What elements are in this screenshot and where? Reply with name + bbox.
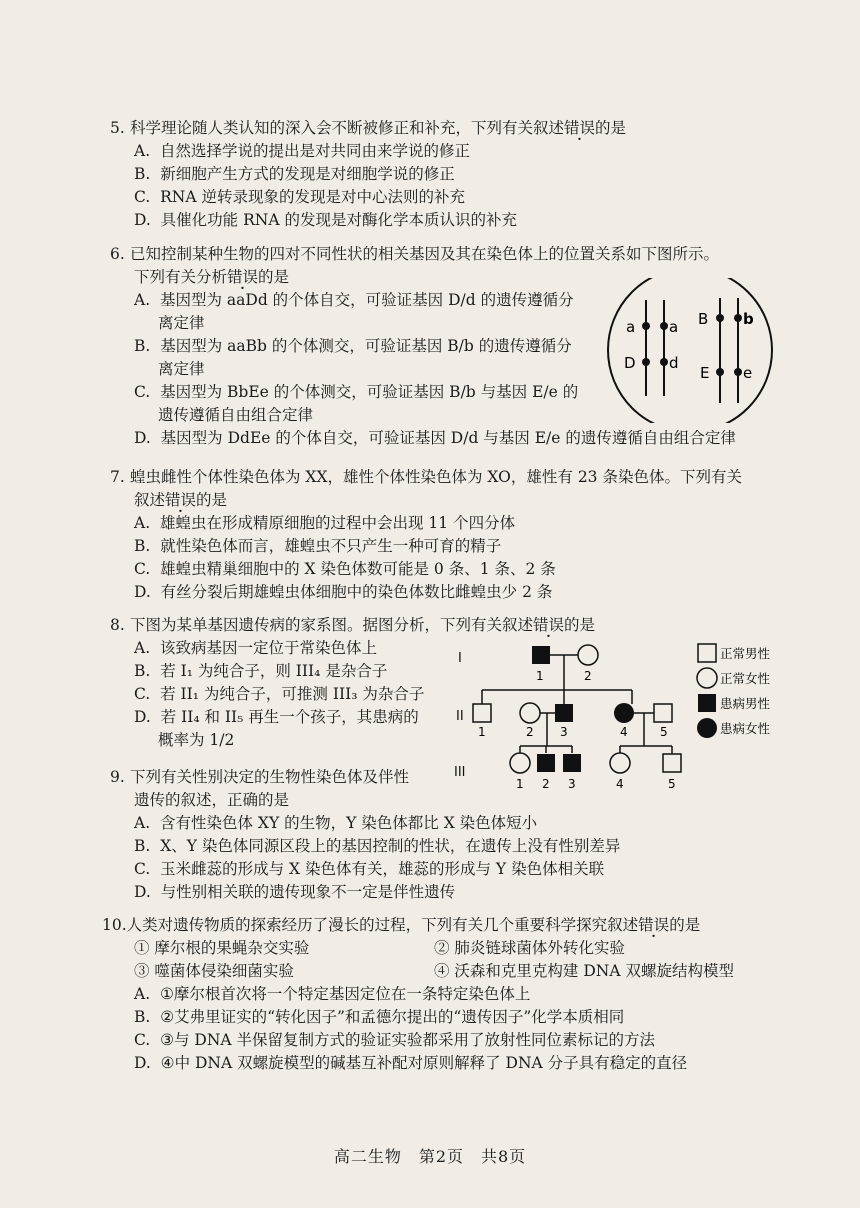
emphasis: 错误 xyxy=(227,268,259,286)
option-8a: A. 该致病基因一定位于常染色体上 xyxy=(134,639,377,657)
gene-label: d xyxy=(669,354,679,372)
option-5c: C. RNA 逆转录现象的发现是对中心法则的补充 xyxy=(134,188,465,206)
page-footer: 高二生物 第2页 共8页 xyxy=(333,1147,527,1166)
question-8: 8. 下图为某单基因遗传病的家系图。据图分析，下列有关叙述错误的是 A. 该致病基因一定位于常染色体上 B. 若 I₁ 为纯合子，则 III₄ 是杂合子 C. 若 II₁ 为纯合子，可推测 III₃ 为杂合子 D. 若 II₄ 和 II₅ 再生一个孩子，其患病的 概率为 1/2 xyxy=(110,614,450,752)
question-6: 6. 已知控制某种生物的四对不同性状的相关基因及其在染色体上的位置关系如下图所示。 下列有关分析错误的是 A. 基因型为 aaDd 的个体自交，可验证基因 D/d 的遗传遵循分 离定律 B. 基因型为 aaBb 的个体测交，可验证基因 B/b 的遗传遵循分 离定律 C. 基因型为 BbEe 的个体测交，可验证基因 B/b 与基因 E/e 的 遗传遵循自由组合定律 D. 基因型为 DdEe 的个体自交，可验证基因 D/d 与基因 E/e 的遗传遵循自由组合定律 xyxy=(110,243,780,450)
option-9a: A. 含有性染色体 XY 的生物，Y 染色体都比 X 染色体短小 xyxy=(134,814,538,832)
generation-label: III xyxy=(454,765,466,780)
gene-label: a xyxy=(669,318,679,336)
emphasis: 错误 xyxy=(165,491,197,509)
normal-female xyxy=(520,703,540,723)
option-9c: C. 玉米雌蕊的形成与 X 染色体有关，雄蕊的形成与 Y 染色体相关联 xyxy=(134,860,605,878)
option-10b: B. ②艾弗里证实的“转化因子”和孟德尔提出的“遗传因子”化学本质相同 xyxy=(134,1008,625,1026)
legend-label: 正常男性 xyxy=(720,646,771,661)
svg-text:5: 5 xyxy=(660,725,668,739)
svg-text:4: 4 xyxy=(620,725,628,739)
generation-label: II xyxy=(456,709,464,724)
option-5d: D. 具催化功能 RNA 的发现是对酶化学本质认识的补充 xyxy=(134,211,517,229)
option-6d: D. 基因型为 DdEe 的个体自交，可验证基因 D/d 与基因 E/e 的遗传遵循自由组合定律 xyxy=(134,429,736,447)
gene-label: b xyxy=(743,310,754,328)
legend-label: 患病女性 xyxy=(720,721,771,736)
svg-text:2: 2 xyxy=(542,777,550,791)
svg-text:1: 1 xyxy=(536,669,544,683)
option-8d: D. 若 II₄ 和 II₅ 再生一个孩子，其患病的 概率为 1/2 xyxy=(134,708,419,749)
option-6c: C. 基因型为 BbEe 的个体测交，可验证基因 B/b 与基因 E/e 的 遗传遵循自由组合定律 xyxy=(134,383,579,424)
study-items xyxy=(134,937,780,983)
study-item: ① 摩尔根的果蝇杂交实验 xyxy=(134,939,310,957)
option-10d: D. ④中 DNA 双螺旋模型的碱基互补配对原则解释了 DNA 分子具有稳定的直径 xyxy=(134,1054,688,1072)
emphasis: 错误 xyxy=(533,616,565,634)
study-item: ④ 沃森和克里克构建 DNA 双螺旋结构模型 xyxy=(434,962,734,980)
option-8c: C. 若 II₁ 为纯合子，可推测 III₃ 为杂合子 xyxy=(134,685,425,703)
svg-text:4: 4 xyxy=(616,777,624,791)
affected-female xyxy=(614,703,634,723)
question-9: 9. 下列有关性别决定的生物性染色体及伴性 遗传的叙述，正确的是 A. 含有性染色体 XY 的生物，Y 染色体都比 X 染色体短小 B. X、Y 染色体同源区段上的基因控制的性状，在遗传上没有性别差异 C. 玉米雌蕊的形成与 X 染色体有关，雄蕊的形成与 Y 染色体相关联 D. 与性别相关联的遗传现象不一定是伴性遗传 xyxy=(110,766,780,904)
svg-text:5: 5 xyxy=(668,777,676,791)
svg-text:3: 3 xyxy=(568,777,576,791)
affected-male xyxy=(555,704,573,722)
normal-male xyxy=(654,704,672,722)
legend-label: 正常女性 xyxy=(720,671,771,686)
option-5b: B. 新细胞产生方式的发现是对细胞学说的修正 xyxy=(134,165,455,183)
option-10c: C. ③与 DNA 半保留复制方式的验证实验都采用了放射性同位素标记的方法 xyxy=(134,1031,656,1049)
emphasis: 错误 xyxy=(564,119,596,137)
affected-male xyxy=(532,646,550,664)
gene-label: a xyxy=(626,318,636,336)
question-5-stem: 5. 科学理论随人类认知的深入会不断被修正和补充，下列有关叙述错误的是 xyxy=(110,119,627,137)
normal-male xyxy=(473,704,491,722)
gene-label: D xyxy=(624,354,636,372)
svg-text:3: 3 xyxy=(560,725,568,739)
question-7: 7. 蝗虫雌性个体性染色体为 XX，雄性个体性染色体为 XO，雄性有 23 条染色体。下列有关 叙述错误的是 A. 雄蝗虫在形成精原细胞的过程中会出现 11 个四分体 B. 就性染色体而言，雄蝗虫不只产生一种可育的精子 C. 雄蝗虫精巢细胞中的 X 染色体数可能是 0 条、1 条、2 条 D. 有丝分裂后期雄蝗虫体细胞中的染色体数比雌蝗虫少 2 条 xyxy=(110,466,780,604)
option-9b: B. X、Y 染色体同源区段上的基因控制的性状，在遗传上没有性别差异 xyxy=(134,837,621,855)
option-7b: B. 就性染色体而言，雄蝗虫不只产生一种可育的精子 xyxy=(134,537,502,555)
emphasis: 错误 xyxy=(638,916,670,934)
svg-text:1: 1 xyxy=(516,777,524,791)
option-6b: B. 基因型为 aaBb 的个体测交，可验证基因 B/b 的遗传遵循分 离定律 xyxy=(134,337,572,378)
svg-text:2: 2 xyxy=(584,669,592,683)
question-10: 10.人类对遗传物质的探索经历了漫长的过程，下列有关几个重要科学探究叙述错误的是 ① 摩尔根的果蝇杂交实验 ② 肺炎链球菌体外转化实验 ③ 噬菌体侵染细菌实验 ④ 沃森和克里克构建 DNA 双螺旋结构模型 A. ①摩尔根首次将一个特定基因定位在一条特定染色体上 B. ②艾弗里证实的“转化因子”和孟德尔提出的“遗传因子”化学本质相同 C. ③与 DNA 半保留复制方式的验证实验都采用了放射性同位素标记的方法 D. ④中 DNA 双螺旋模型的碱基互补配对原则解释了 DNA 分子具有稳定的直径 xyxy=(110,914,780,1075)
option-8b: B. 若 I₁ 为纯合子，则 III₄ 是杂合子 xyxy=(134,662,388,680)
svg-text:1: 1 xyxy=(478,725,486,739)
chromosome-diagram xyxy=(604,278,776,423)
study-item: ② 肺炎链球菌体外转化实验 xyxy=(434,939,625,957)
option-6a: A. 基因型为 aaDd 的个体自交，可验证基因 D/d 的遗传遵循分 离定律 xyxy=(134,291,574,332)
gene-label: B xyxy=(698,310,709,328)
option-10a: A. ①摩尔根首次将一个特定基因定位在一条特定染色体上 xyxy=(134,985,531,1003)
option-9d: D. 与性别相关联的遗传现象不一定是伴性遗传 xyxy=(134,883,456,901)
gene-label: E xyxy=(700,364,710,382)
svg-text:2: 2 xyxy=(526,725,534,739)
option-7c: C. 雄蝗虫精巢细胞中的 X 染色体数可能是 0 条、1 条、2 条 xyxy=(134,560,556,578)
option-7a: A. 雄蝗虫在形成精原细胞的过程中会出现 11 个四分体 xyxy=(134,514,516,532)
option-7d: D. 有丝分裂后期雄蝗虫体细胞中的染色体数比雌蝗虫少 2 条 xyxy=(134,583,553,601)
legend-label: 患病男性 xyxy=(720,696,771,711)
option-5a: A. 自然选择学说的提出是对共同由来学说的修正 xyxy=(134,142,470,160)
question-5 xyxy=(110,117,780,232)
study-item: ③ 噬菌体侵染细菌实验 xyxy=(134,962,294,980)
normal-female xyxy=(578,645,598,665)
gene-label: e xyxy=(743,364,753,382)
generation-label: I xyxy=(458,651,462,666)
question-6-stem: 6. 已知控制某种生物的四对不同性状的相关基因及其在染色体上的位置关系如下图所示。 xyxy=(110,245,720,263)
